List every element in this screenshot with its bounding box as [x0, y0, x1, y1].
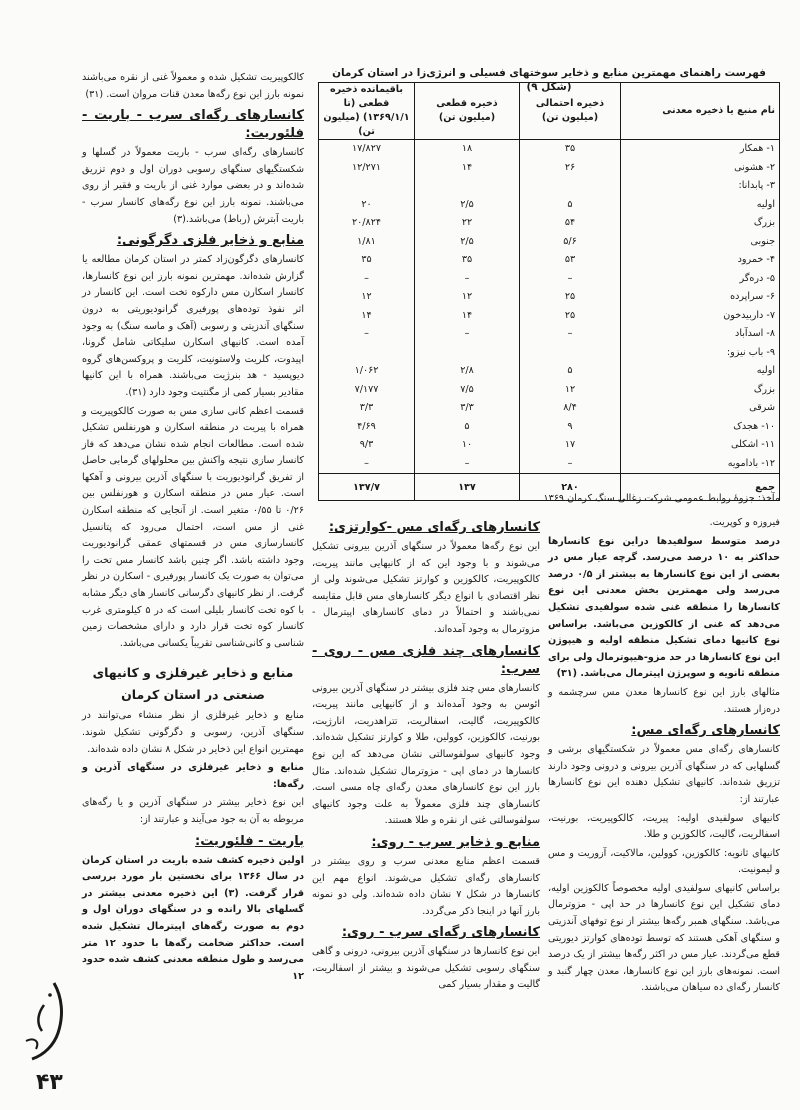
cell-proven: ۲/۵	[415, 233, 520, 252]
section-heading: کانسارهای چند فلزی مس - روی - سرب:	[312, 643, 540, 677]
cell-remaining: ۲۰	[319, 196, 415, 215]
cell-name: بزرگ	[621, 381, 780, 400]
table-row	[319, 307, 780, 326]
cell-probable: ۵	[520, 196, 621, 215]
cell-probable: ۲۶	[520, 159, 621, 178]
cell-name: اولیه	[621, 362, 780, 381]
cell-probable: ۱۷	[520, 436, 621, 455]
table-row	[319, 399, 780, 418]
cell-probable: ۵	[520, 362, 621, 381]
paragraph: کانسارهای مس چند فلزی بیشتر در سنگهای آذرین بیرونی ائوسن به وجود آمده‌اند و از کانیهایی مانند پیریت، کالکوپیریت، گالیت، اسفالریت، تتراهدریت، انارژیت، بورنیت، کالکوزین، کوولین، طلا و کوارتز تشکیل شده‌اند. وجود کانیهای سولفوسالتی نشان می‌دهد که این نوع کانسارها در دمای اپی - مزوترمال تشکیل شده‌اند. مثال بارز این نوع کانسارهای معدن رگه‌ای چاه مسی است. کانسارهای چند فلزی معمولاً به علت وجود کانیهای سولفوسالتی غنی از نقره و طلا هستند.	[312, 682, 540, 827]
cell-proven: ۲/۸	[415, 362, 520, 381]
cell-proven: ۳/۳	[415, 399, 520, 418]
paragraph: کانسارهای دگرگون‌زاد کمتر در استان کرمان مطالعه یا گزارش شده‌اند. مهمترین نمونه بارز این نوع کانسارها، کانسار اسکارن مس دارکوه تخت است. این کانسار در اثر نفوذ توده‌های پورفیری گرانودیوریتی به درون سنگهای آندزیتی و رسوبی (آهک و ماسه سنگ) به وجود آمده است. کانیهای اسکارن سلیکاتی شامل گرونا، اپیدوت، کلریت ولاستونیت، کلریت و پروکسن‌های گروه دیوپسید - هد بنرژیت می‌باشند. همراه با این کانیها مقادیر بسیار کمی از مگنتیت وجود دارد (۳۱).	[82, 254, 304, 398]
header-name: نام منبع یا ذخیره معدنی	[621, 83, 780, 140]
total-proven: ۱۳۷	[415, 474, 520, 501]
total-remaining: ۱۳۷/۷	[319, 474, 415, 501]
cell-proven: –	[415, 325, 520, 344]
paragraph: کانسارهای رگه‌ای سرب - باریت معمولاً در گسلها و شکستگیهای سنگهای رسوبی دوران اول و دوم تزریق شده‌اند و در بعضی موارد غنی از باریت و فقیر از روی می‌باشند. نمونه بارز این نوع رگه‌های کانسار سرب - باریت آبترش (رباط) می‌باشد.(۳)	[82, 147, 304, 225]
table-row	[319, 362, 780, 381]
cell-name: ۱۲- بادامویه	[621, 455, 780, 474]
paragraph: کانیهای سولفیدی اولیه: پیریت، کالکوپیریت، بورنیت، اسفالریت، گالیت، کالکوزین و طلا.	[548, 812, 780, 841]
section-heading: منابع و ذخایر فلزی دگرگونی:	[116, 233, 304, 249]
cell-proven: ۵	[415, 418, 520, 437]
cell-proven: ۱۴	[415, 307, 520, 326]
cell-remaining	[319, 344, 415, 363]
cell-name: بزرگ	[621, 214, 780, 233]
cell-probable: ۹	[520, 418, 621, 437]
cell-remaining: ۹/۳	[319, 436, 415, 455]
cell-name: ۷- داربیدخون	[621, 307, 780, 326]
cell-remaining	[319, 177, 415, 196]
paragraph: این نوع کانسارها در سنگهای آذرین بیرونی، درونی و گاهی سنگهای رسوبی تشکیل می‌شوند و بیشتر از اسفالریت، گالیت و مقدار بسیار کمی	[312, 946, 540, 991]
text-column-middle	[312, 515, 540, 996]
cell-remaining: ۱۷/۸۲۷	[319, 140, 415, 159]
cell-remaining: ۱۲/۲۷۱	[319, 159, 415, 178]
cell-name: شرقی	[621, 399, 780, 418]
header-proven: ذخیره قطعی (میلیون تن)	[415, 83, 520, 140]
paragraph: کانیهای ثانویه: کالکوزین، کوولین، مالاکیت، آزوریت و مس و لیمونیت.	[548, 847, 780, 876]
cell-probable: ۳۵	[520, 140, 621, 159]
cell-name: ۶- سراپرده	[621, 288, 780, 307]
cell-name: جنوبی	[621, 233, 780, 252]
paragraph: مثالهای بارز این نوع کانسارها معدن مس سرچشمه و دره‌زار هستند.	[548, 686, 780, 715]
section-heading: باریت - فلئوریت:	[195, 833, 304, 849]
table-row	[319, 159, 780, 178]
table-row	[319, 251, 780, 270]
section-heading: کانسارهای رگه‌ای سرب - باریت - فلئوریت:	[82, 108, 304, 142]
cell-remaining: ۷/۱۷۷	[319, 381, 415, 400]
paragraph: این نوع ذخایر بیشتر در سنگهای آذرین و یا رگه‌های مربوطه به آن به جود می‌آیند و عبارتند از:	[82, 797, 304, 825]
cell-name: ۸- اسدآباد	[621, 325, 780, 344]
table-row	[319, 381, 780, 400]
paragraph: این نوع رگه‌ها معمولاً در سنگهای آذرین بیرونی تشکیل می‌شوند و با وجود این که از کانیهایی مانند پیریت، کالکوپیریت، کالکوزین و کوارتز تشکیل می‌شوند ولی از نظر اقتصادی با انواع دیگر کانسارهای مس قابل مقایسه نمی‌باشند و احتمالاً در دمای کانسارهای اپیترمال - مزوترمال به وجود آمده‌اند.	[312, 541, 540, 635]
cell-proven: –	[415, 455, 520, 474]
section-heading: کانسارهای رگه‌ای مس -کوارتزی:	[328, 520, 540, 535]
cell-proven: ۲۲	[415, 214, 520, 233]
cell-name: ۱۱- اشکلی	[621, 436, 780, 455]
cell-probable: ۲۵	[520, 288, 621, 307]
table-row	[319, 325, 780, 344]
table-row	[319, 233, 780, 252]
cell-remaining: ۳/۳	[319, 399, 415, 418]
cell-proven: ۱۴	[415, 159, 520, 178]
paragraph: فیروزه و کوپریت.	[709, 517, 780, 528]
table-row	[319, 418, 780, 437]
cell-name: ۱- همکار	[621, 140, 780, 159]
header-remaining: باقیمانده ذخیره قطعی (تا ۱۳۶۹/۱/۱) (میلیون تن)	[319, 83, 415, 140]
cell-name: ۳- پابدانا:	[621, 177, 780, 196]
table-row	[319, 288, 780, 307]
section-heading: کانسارهای رگه‌ای مس:	[631, 723, 780, 739]
cell-probable: ۸/۴	[520, 399, 621, 418]
cell-proven: ۱۸	[415, 140, 520, 159]
table-row	[319, 455, 780, 474]
cell-remaining: –	[319, 270, 415, 289]
cell-remaining: ۴/۶۹	[319, 418, 415, 437]
paragraph: کالکوپیریت تشکیل شده و معمولاً غنی از نقره می‌باشند نمونه بارز این نوع رگه‌ها معدن قنات مروان است. (۳۱)	[82, 72, 304, 100]
page-number: ۴۳	[36, 1070, 63, 1095]
cell-probable: ۵۳	[520, 251, 621, 270]
cell-probable	[520, 177, 621, 196]
cell-proven	[415, 177, 520, 196]
table-body	[319, 140, 780, 474]
cell-probable	[520, 344, 621, 363]
cell-proven: –	[415, 270, 520, 289]
cell-proven: ۳۵	[415, 251, 520, 270]
table-header-row	[319, 83, 780, 140]
cell-probable: ۲۵	[520, 307, 621, 326]
table-row	[319, 344, 780, 363]
kerman-logo	[14, 975, 78, 1067]
cell-remaining: ۱۴	[319, 307, 415, 326]
paragraph: اولین ذخیره کشف شده باریت در استان کرمان در سال ۱۳۶۶ برای نخستین بار مورد بررسی قرار گرفت. (۳) این ذخیره معدنی بیشتر در گسلهای بالا رانده و در سنگهای دوران اول و دوم به صورت رگه‌های اپیترمال تشکیل شده است. حداکثر ضخامت رگه‌ها با حدود ۱۲ متر می‌رسد و طول منطقه معدنی کشف شده حدود ۱۲	[82, 854, 304, 982]
cell-name: ۲- هشونی	[621, 159, 780, 178]
cell-proven	[415, 344, 520, 363]
cell-probable: ۵۴	[520, 214, 621, 233]
cell-proven: ۱۲	[415, 288, 520, 307]
text-column-right	[548, 515, 780, 999]
section-heading: منابع و ذخایر غیرفلزی و کانیهای صنعتی در استان کرمان	[92, 665, 294, 703]
cell-probable: –	[520, 455, 621, 474]
paragraph: منابع و ذخایر غیرفلزی در سنگهای آذرین و رگه‌ها:	[82, 762, 304, 790]
cell-probable: ۱۲	[520, 381, 621, 400]
resources-table	[318, 82, 780, 501]
table-source: مآخذ: جزوهٔ روابط عمومی شرکت زغالی سنگ کرمان ۱۳۶۹	[543, 493, 780, 504]
cell-remaining: ۱۲	[319, 288, 415, 307]
paragraph: براساس کانیهای سولفیدی اولیه مخصوصاً کالکوزین اولیه، دمای تشکیل این نوع کانسارها در حد اپی - مزوترمال می‌باشد. سنگهای همبر رگه‌ها بیشتر از نوع توفهای آندزیتی و سنگهای آهکی هستند که توسط توده‌های کوارتز دیوریتی قطع می‌گردند. عیار مس در اکثر رگه‌ها بیشتر از یک درصد است. نمونه‌های بارز این نوع کانسارها، معدن چهار گنبد و کانسار رگه‌ای ده سیاهان می‌باشند.	[548, 882, 780, 994]
cell-name: ۹- باب نیزو:	[621, 344, 780, 363]
cell-remaining: ۱/۸۱	[319, 233, 415, 252]
paragraph: کانسارهای رگه‌ای مس معمولاً در شکستگیهای برشی و گسلهایی که در سنگهای آذرین بیرونی و درونی وجود دارند تزریق شده‌اند. کانیهای تشکیل دهنده این نوع کانسارها عبارتند از:	[548, 744, 780, 805]
table-row	[319, 436, 780, 455]
cell-name: ۱۰- هجدک	[621, 418, 780, 437]
table-title: فهرست راهنمای مهمترین منابع و ذخایر سوختهای فسیلی و انرژی‌زا در استان کرمان (شکل ۹)	[332, 67, 766, 93]
cell-probable: –	[520, 270, 621, 289]
cell-remaining: –	[319, 455, 415, 474]
paragraph: درصد متوسط سولفیدها دراین نوع کانسارها حداکثر به ۱۰ درصد می‌رسد. گرچه عیار مس در بعضی از این نوع کانسارها به بیشتر از ۰/۵ درصد می‌رسد ولی مهمترین بخش معدنی این نوع کانسارها را منطقه غنی شده سولفیدی تشکیل می‌دهد که غنی از کالکوزین می‌باشد. براساس نوع کانیها دمای تشکیل منطقه اولیه و هیپوژن این نوع کانسارها در حد مزو-هیپوترمال ولی برای منطقه ثانویه و سوپرژن اپیترمال می‌باشد. (۳۱)	[548, 535, 780, 680]
cell-remaining: ۱/۰۶۲	[319, 362, 415, 381]
cell-remaining: –	[319, 325, 415, 344]
cell-name: ۴- خمرود	[621, 251, 780, 270]
cell-proven: ۱۰	[415, 436, 520, 455]
paragraph: قسمت اعظم منابع معدنی سرب و روی بیشتر در کانسارهای رگه‌ای تشکیل می‌شوند. انواع مهم این کانسارها در شکل ۷ نشان داده شده‌اند. ولی دو نمونه بارز آنها در اینجا ذکر می‌گردد.	[312, 855, 540, 917]
paragraph: قسمت اعظم کانی سازی مس به صورت کالکوپیریت و همراه با پیریت در منطقه اسکارن و هورنفلس تشکیل شده است. مطالعات انجام شده نشان می‌دهد که فاز کانسار سازی نتیجه واکنش بین محلولهای گرمابی حاصل از تفریق گرانودیوریت با سنگهای آذرین بیرونی و آهکها است. عیار مس در منطقه اسکارن و هورنفلس بین ۰/۲۶ تا ۰/۵۵ متغیر است. از آنجایی که منطقه اسکارن غنی از مس است، احتمال می‌رود که پتانسیل کانسارسازی مس در قسمتهای عمقی گرانودیوریت وجود داشته باشد. اگر چنین باشد کانسار مس تخت را می‌توان به صورت یک کانسار پورفیری - اسکارن در نظر گرفت. از نظر کانیهای دگرسانی کانسار های دیگر مشابه با کوه تخت کانسار بلیلی است که در ۵ کیلومتری غرب کانسار کوه تخت قرار دارد و دارای مشخصات زمین شناسی و کانی‌شناسی تقریباً یکسانی می‌باشد.	[82, 405, 304, 649]
section-heading: منابع و ذخایر سرب - روی:	[371, 834, 540, 850]
header-probable: ذخیره احتمالی (میلیون تن)	[520, 83, 621, 140]
paragraph: منابع و ذخایر غیرفلزی از نظر منشاء می‌توانند در سنگهای آذرین، رسوبی و دگرگونی تشکیل شوند. مهمترین انواع این ذخایر در شکل ۸ نشان داده شده‌اند.	[82, 710, 304, 755]
cell-name: اولیه	[621, 196, 780, 215]
table-row	[319, 177, 780, 196]
cell-remaining: ۲۰/۸۲۴	[319, 214, 415, 233]
table-row	[319, 140, 780, 159]
cell-proven: ۲/۵	[415, 196, 520, 215]
table-row	[319, 214, 780, 233]
text-column-left	[82, 70, 304, 987]
table-row	[319, 196, 780, 215]
section-heading: کانسارهای رگه‌ای سرب - روی:	[341, 925, 540, 941]
cell-remaining: ۳۵	[319, 251, 415, 270]
cell-probable: ۵/۶	[520, 233, 621, 252]
total-probable: ۲۸۰	[520, 474, 621, 501]
cell-probable: –	[520, 325, 621, 344]
cell-name: ۵- دره‌گر	[621, 270, 780, 289]
total-label: جمع	[621, 474, 780, 501]
cell-proven: ۷/۵	[415, 381, 520, 400]
table-row	[319, 270, 780, 289]
